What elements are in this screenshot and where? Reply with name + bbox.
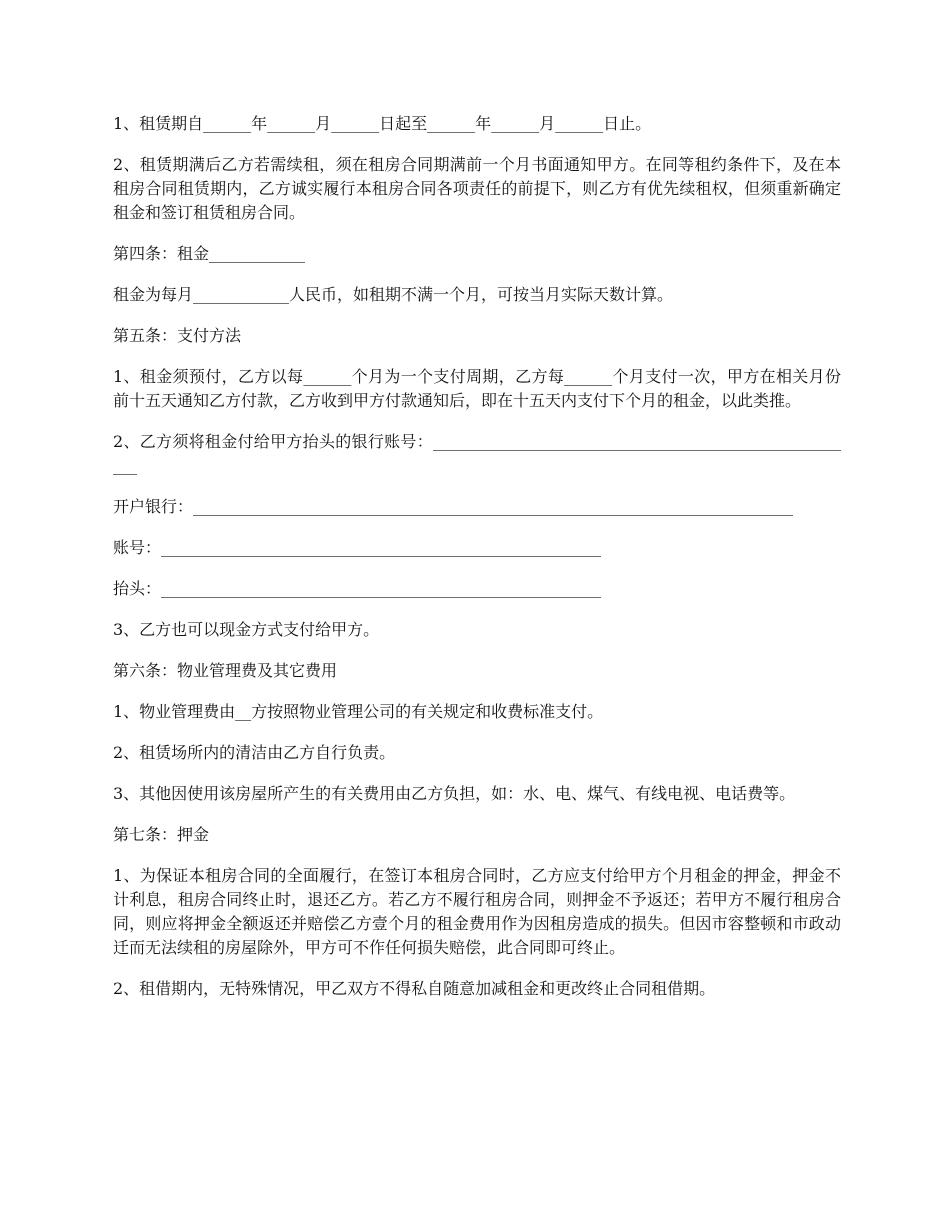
- document-body: [113, 112, 841, 1018]
- clause-renewal: 2、租赁期满后乙方若需续租，须在租房合同期满前一个月书面通知甲方。在同等租约条件下，及在本租房合同租赁期内，乙方诚实履行本租房合同各项责任的前提下，则乙方有优先续租权，但须重新确定租金和签订租赁租房合同。: [113, 155, 841, 222]
- article-7-heading: 第七条：押金: [113, 825, 210, 844]
- clause-management-fee: 1、物业管理费由__方按照物业管理公司的有关规定和收费标准支付。: [113, 702, 604, 721]
- clause-lease-term: 1、租赁期自______年______月______日起至______年______月______日止。: [113, 114, 652, 133]
- clause-bank-account: 2、乙方须将租金付给甲方抬头的银行账号：______________________________________________________: [113, 432, 841, 475]
- field-account-holder: 抬头：_______________________________________________________: [113, 579, 602, 598]
- clause-deposit: 1、为保证本租房合同的全面履行，在签订本租房合同时，乙方应支付给甲方个月租金的押金，押金不计利息，租房合同终止时，退还乙方。若乙方不履行租房合同，则押金不予返还；若甲方不履行租房合同，则应将押金全额返还并赔偿乙方壹个月的租金费用作为因租房造成的损失。但因市容整顿和市政动迁而无法续租的房屋除外，甲方可不作任何损失赔偿，此合同即可终止。: [113, 866, 841, 957]
- clause-rent-amount: 租金为每月____________人民币，如租期不满一个月，可按当月实际天数计算。: [113, 285, 674, 304]
- field-account-number: 账号：_______________________________________________________: [113, 538, 602, 557]
- article-5-heading: 第五条：支付方法: [113, 326, 242, 345]
- clause-cash-payment: 3、乙方也可以现金方式支付给甲方。: [113, 620, 380, 639]
- clause-prepayment: 1、租金须预付，乙方以每______个月为一个支付周期，乙方每______个月支付一次，甲方在相关月份前十五天通知乙方付款，乙方收到甲方付款通知后，即在十五天内支付下个月的租金，以此类推。: [113, 367, 841, 410]
- clause-no-changes: 2、租借期内，无特殊情况，甲乙双方不得私自随意加减租金和更改终止合同租借期。: [113, 979, 716, 998]
- article-4-heading: 第四条：租金____________: [113, 244, 306, 263]
- clause-other-fees: 3、其他因使用该房屋所产生的有关费用由乙方负担，如：水、电、煤气、有线电视、电话费等。: [113, 784, 796, 803]
- clause-cleaning: 2、租赁场所内的清洁由乙方自行负责。: [113, 743, 396, 762]
- field-bank-name: 开户银行：___________________________________________________________________________: [113, 497, 794, 516]
- article-6-heading: 第六条：物业管理费及其它费用: [113, 661, 338, 680]
